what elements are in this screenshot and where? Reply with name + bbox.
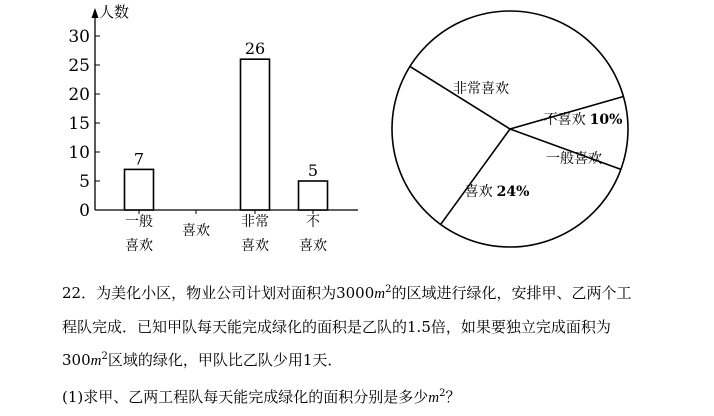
x-tick-label: 一般 — [125, 214, 153, 230]
problem-line-1 — [62, 282, 632, 303]
x-tick-label: 喜欢 — [182, 223, 210, 239]
unit-exponent: 2 — [101, 351, 108, 362]
ratio-number: 1.5 — [407, 318, 431, 336]
slice-name: 不喜欢 — [543, 112, 586, 128]
pie-slice-label — [546, 150, 602, 167]
bar — [241, 59, 270, 210]
x-tick-label: 非常 — [241, 214, 269, 230]
unit-exponent: 2 — [439, 388, 446, 399]
problem-text: 求甲、乙两工程队每天能完成绿化的面积分别是多少 — [83, 388, 429, 406]
bar-value-label: 5 — [307, 161, 319, 180]
slice-name: 一般喜欢 — [546, 151, 602, 167]
slice-name: 非常喜欢 — [453, 81, 509, 97]
problem-text: 的区域进行绿化，安排甲、乙两个工 — [391, 284, 632, 302]
pie-chart — [392, 11, 628, 247]
y-tick-label: 25 — [68, 56, 90, 76]
area-number: 3000 — [336, 284, 375, 302]
unit-m: m — [374, 286, 386, 302]
pie-slice-label — [453, 80, 509, 97]
problem-line-2 — [62, 316, 611, 337]
bar — [125, 169, 154, 210]
x-tick-label: 喜欢 — [125, 238, 153, 254]
y-tick-label: 0 — [79, 201, 90, 221]
bar-value-label: 7 — [133, 149, 145, 169]
slice-name: 喜欢 — [464, 184, 493, 200]
x-tick-label: 不 — [306, 214, 320, 230]
problem-line-4 — [62, 386, 461, 407]
problem-text: 倍，如果要独立完成面积为 — [430, 318, 611, 336]
y-tick-label: 20 — [68, 85, 90, 105]
y-tick-label: 10 — [68, 143, 90, 163]
problem-text: ？ — [445, 388, 461, 406]
x-tick-label: 喜欢 — [299, 238, 327, 254]
bar-chart — [68, 3, 358, 254]
bar-value-label: 26 — [244, 39, 266, 59]
x-tick-label: 喜欢 — [241, 238, 269, 254]
problem-line-3 — [62, 349, 342, 370]
area-number: 300 — [62, 351, 91, 369]
unit-exponent: 2 — [385, 284, 392, 295]
y-axis-arrow — [92, 8, 99, 18]
y-tick-label: 5 — [79, 172, 90, 192]
y-tick-label: 30 — [68, 27, 90, 47]
bar — [299, 181, 328, 210]
slice-percent: 24% — [496, 184, 530, 200]
slice-percent: 10% — [589, 112, 623, 128]
problem-text: 区域的绿化，甲队比乙队少用1天． — [107, 351, 343, 369]
pie-slice-label — [544, 111, 623, 128]
y-tick-label: 15 — [68, 114, 90, 134]
unit-m: m — [90, 353, 102, 369]
pie-slice-label — [465, 183, 530, 200]
question-number: (1) — [62, 388, 84, 406]
problem-text: 22．为美化小区，物业公司计划对面积为 — [62, 284, 337, 302]
unit-m: m — [428, 390, 440, 406]
y-axis-label: 人数 — [99, 3, 130, 21]
problem-text: 程队完成．已知甲队每天能完成绿化的面积是乙队的 — [62, 318, 408, 336]
